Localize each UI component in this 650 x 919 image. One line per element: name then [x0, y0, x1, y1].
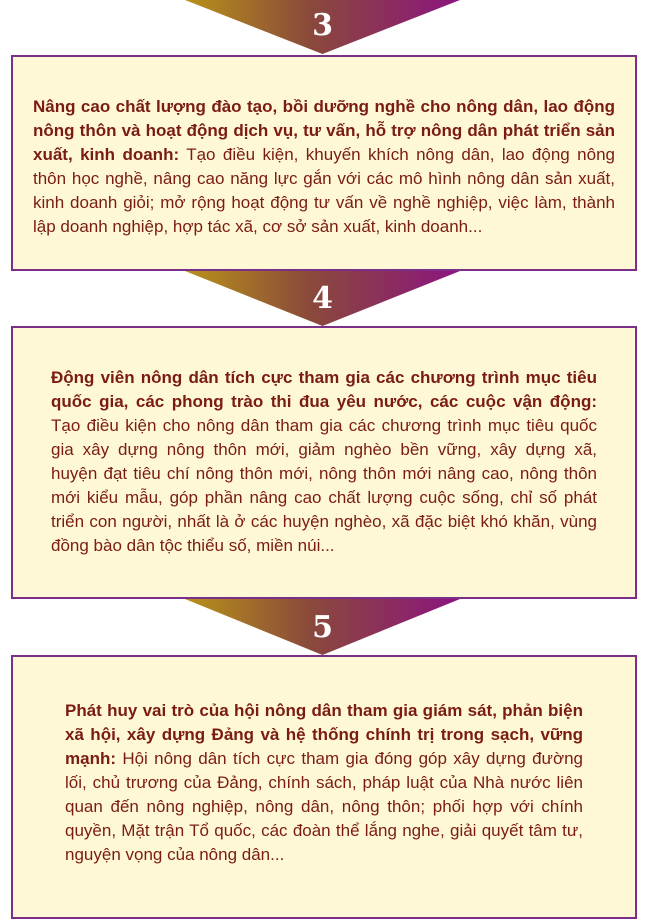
section-3-heading: Nâng cao chất lượng đào tạo, bồi dưỡng nghề cho nông dân, lao động nông thôn và hoạt động dịch vụ, tư vấn, hỗ trợ nông dân phát triển sản xuất, kinh doanh: [33, 97, 615, 164]
step-3-arrow [185, 0, 460, 54]
step-4-number: 4 [312, 281, 333, 316]
section-5-heading: Phát huy vai trò của hội nông dân tham gia giám sát, phản biện xã hội, xây dựng Đảng và hệ thống chính trị trong sạch, vững mạnh: [65, 701, 583, 768]
section-5-box [11, 655, 637, 919]
section-4-paragraph [51, 366, 597, 558]
step-3-number: 3 [312, 8, 333, 43]
section-5-body: Hội nông dân tích cực tham gia đóng góp xây dựng đường lối, chủ trương của Đảng, chính sách, pháp luật của Nhà nước liên quan đến nông nghiệp, nông dân, nông thôn; phối hợp với chính quyền, Mặt trận Tổ quốc, các đoàn thể lắng nghe, giải quyết tâm tư, nguyện vọng của nông dân... [65, 749, 583, 864]
section-4-box [11, 326, 637, 599]
step-5-number: 5 [312, 610, 333, 645]
section-5-paragraph [65, 699, 583, 867]
section-3-box [11, 55, 637, 271]
step-4-arrow [185, 271, 460, 326]
section-4-heading: Động viên nông dân tích cực tham gia các chương trình mục tiêu quốc gia, các phong trào thi đua yêu nước, các cuộc vận động: [51, 368, 597, 411]
section-3-paragraph [33, 95, 615, 239]
step-5-arrow [185, 599, 460, 655]
section-3-body: Tạo điều kiện, khuyến khích nông dân, lao động nông thôn học nghề, nâng cao năng lực gắn với các mô hình nông dân sản xuất, kinh doanh giỏi; mở rộng hoạt động tư vấn về nghề nghiệp, việc làm, thành lập doanh nghiệp, hợp tác xã, cơ sở sản xuất, kinh doanh... [33, 145, 615, 236]
section-4-body: Tạo điều kiện cho nông dân tham gia các chương trình mục tiêu quốc gia xây dựng nông thôn mới, giảm nghèo bền vững, xây dựng xã, huyện đạt tiêu chí nông thôn mới, nông thôn mới nâng cao, nông thôn mới kiểu mẫu, góp phần nâng cao chất lượng cuộc sống, chỉ số phát triển con người, nhất là ở các huyện nghèo, xã đặc biệt khó khăn, vùng đồng bào dân tộc thiểu số, miền núi... [51, 416, 597, 555]
